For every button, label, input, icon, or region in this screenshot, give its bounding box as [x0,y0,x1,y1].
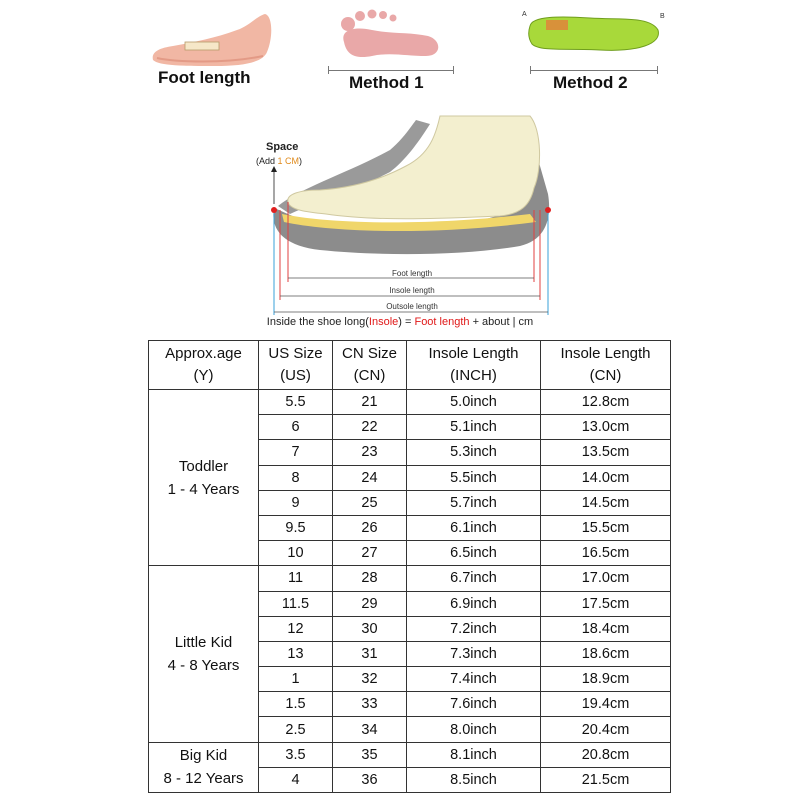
measuring-methods [0,0,800,100]
header-us-size: US Size (US) [259,341,333,390]
insole-inch-cell: 5.1inch [407,415,541,440]
insole-cm-cell: 15.5cm [541,515,671,540]
cn-size-cell: 33 [333,692,407,717]
insole-photo [520,6,668,62]
formula-prefix: Inside the shoe long( [266,316,369,328]
insole-inch-cell: 6.9inch [407,591,541,616]
table-header-row [149,341,671,390]
cn-size-cell: 32 [333,667,407,692]
us-size-cell: 1 [259,667,333,692]
insole-inch-cell: 5.5inch [407,465,541,490]
ruler-icon [185,42,219,50]
insole-inch-cell: 7.2inch [407,616,541,641]
foot-length-text: Foot length [391,269,433,278]
heel-point-marker [545,207,551,213]
toe-3 [368,10,377,19]
formula-suffix: + about | cm [469,316,534,328]
age-group-name: Big Kid [179,747,228,765]
insole-cm-cell: 13.5cm [541,440,671,465]
method2-tick-right [657,66,658,74]
insole-inch-cell: 8.5inch [407,767,541,792]
insole-length-text: Insole length [389,286,435,295]
footprint-icon [330,4,450,64]
insole-logo [546,20,568,30]
table-row [149,390,671,415]
foot-side-photo [145,8,275,70]
insole-cm-cell: 17.5cm [541,591,671,616]
cn-size-cell: 21 [333,390,407,415]
cn-size-cell: 22 [333,415,407,440]
method1-label: Method 1 [349,73,424,92]
insole-cm-cell: 17.0cm [541,566,671,591]
marker-a: A [522,11,527,18]
header-age: Approx.age (Y) [149,341,259,390]
insole-inch-cell: 5.3inch [407,440,541,465]
us-size-cell: 1.5 [259,692,333,717]
add-suffix: ) [299,156,303,166]
insole-inch-cell: 7.4inch [407,667,541,692]
table-row [149,742,671,767]
us-size-cell: 8 [259,465,333,490]
toe-1 [341,17,355,31]
age-group-range: 8 - 12 Years [163,770,244,788]
header-insole-cm: Insole Length (CN) [541,341,671,390]
table-row [149,566,671,591]
insole-cm-cell: 16.5cm [541,541,671,566]
insole-cm-cell: 18.9cm [541,667,671,692]
age-group-name: Little Kid [174,633,233,651]
toe-5 [390,15,397,22]
age-group-cell [149,566,259,742]
space-label: Space [266,141,299,153]
method2-tick-left [530,66,531,74]
shoe-cross-section-diagram [230,110,570,335]
age-group-cell [149,742,259,792]
insole-cm-cell: 20.8cm [541,742,671,767]
insole-inch-cell: 8.1inch [407,742,541,767]
insole-cm-cell: 18.4cm [541,616,671,641]
table-body [149,390,671,793]
formula-mid: ) = [398,316,415,328]
insole-cm-cell: 20.4cm [541,717,671,742]
insole-inch-cell: 7.6inch [407,692,541,717]
insole-formula [0,316,800,328]
add-prefix: (Add [256,156,278,166]
insole-inch-cell: 6.5inch [407,541,541,566]
us-size-cell: 2.5 [259,717,333,742]
insole-cm-cell: 12.8cm [541,390,671,415]
cn-size-cell: 29 [333,591,407,616]
cn-size-cell: 35 [333,742,407,767]
header-insole-inch: Insole Length (INCH) [407,341,541,390]
cn-size-cell: 28 [333,566,407,591]
us-size-cell: 7 [259,440,333,465]
us-size-cell: 11 [259,566,333,591]
header-cn-size: CN Size (CN) [333,341,407,390]
outsole-length-text: Outsole length [386,302,438,311]
insole-cm-cell: 18.6cm [541,641,671,666]
method2-label: Method 2 [553,73,628,92]
us-size-cell: 9 [259,490,333,515]
cn-size-cell: 23 [333,440,407,465]
method1-ruler [328,70,454,71]
cn-size-cell: 26 [333,515,407,540]
us-size-cell: 11.5 [259,591,333,616]
cn-size-cell: 34 [333,717,407,742]
insole-cm-cell: 13.0cm [541,415,671,440]
add-space-note [256,156,302,166]
cn-size-cell: 25 [333,490,407,515]
us-size-cell: 12 [259,616,333,641]
age-group-range: 1 - 4 Years [167,480,240,498]
insole-inch-cell: 8.0inch [407,717,541,742]
formula-foot: Foot length [414,316,470,328]
age-group-cell [149,390,259,566]
us-size-cell: 4 [259,767,333,792]
insole-cm-cell: 19.4cm [541,692,671,717]
us-size-cell: 3.5 [259,742,333,767]
insole-cm-cell: 21.5cm [541,767,671,792]
cn-size-cell: 24 [333,465,407,490]
us-size-cell: 10 [259,541,333,566]
insole-inch-cell: 6.1inch [407,515,541,540]
space-pointer-arrow [271,166,277,172]
age-group-range: 4 - 8 Years [167,656,240,674]
insole-inch-cell: 5.0inch [407,390,541,415]
cn-size-cell: 36 [333,767,407,792]
insole-cm-cell: 14.0cm [541,465,671,490]
us-size-cell: 5.5 [259,390,333,415]
insole-inch-cell: 7.3inch [407,641,541,666]
cn-size-cell: 31 [333,641,407,666]
us-size-cell: 13 [259,641,333,666]
cn-size-cell: 27 [333,541,407,566]
size-chart-table [148,340,671,793]
footprint-sole [343,29,438,58]
toe-4 [379,11,387,19]
insole-inch-cell: 6.7inch [407,566,541,591]
us-size-cell: 9.5 [259,515,333,540]
foot-length-label: Foot length [158,68,251,87]
add-value: 1 CM [277,156,300,166]
insole-inch-cell: 5.7inch [407,490,541,515]
toe-point-marker [271,207,277,213]
insole-cm-cell: 14.5cm [541,490,671,515]
age-group-name: Toddler [178,457,229,475]
marker-b: B [660,13,665,20]
method2-ruler [530,70,658,71]
method1-tick-left [328,66,329,74]
cn-size-cell: 30 [333,616,407,641]
method1-tick-right [453,66,454,74]
formula-insole: Insole [368,316,399,328]
toe-2 [355,11,365,21]
us-size-cell: 6 [259,415,333,440]
